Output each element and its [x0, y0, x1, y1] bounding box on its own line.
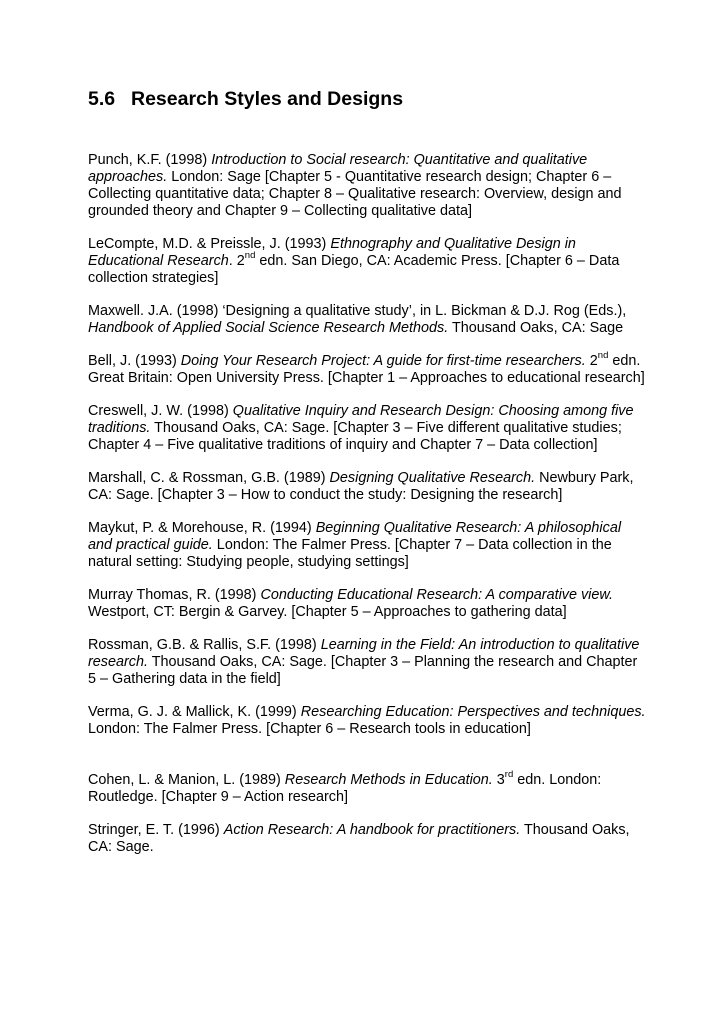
reference-details: Thousand Oaks, CA: Sage. [Chapter 3 – Five different qualitative studies; Chapter 4 – Five qualitative traditions of inquiry and Chapter 7 – Data collection]: [88, 420, 622, 453]
reference-item: [88, 403, 648, 454]
reference-item: [88, 769, 648, 806]
reference-details: edn. London: Routledge. [Chapter 9 – Action research]: [88, 772, 602, 805]
reference-author: Rossman, G.B. & Rallis, S.F. (1998): [88, 637, 321, 653]
document-page: [88, 86, 648, 872]
reference-details: Westport, CT: Bergin & Garvey. [Chapter 5 – Approaches to gathering data]: [88, 604, 567, 620]
reference-title: Doing Your Research Project: A guide for first-time researchers.: [180, 353, 586, 369]
section-heading: [88, 86, 648, 112]
reference-item: [88, 637, 648, 688]
reference-author: Verma, G. J. & Mallick, K. (1999): [88, 704, 301, 720]
reference-item: [88, 822, 648, 856]
reference-author: Maykut, P. & Morehouse, R. (1994): [88, 520, 316, 536]
reference-title: Qualitative Inquiry and Research Design: Choosing among five traditions.: [88, 403, 634, 436]
reference-list: [88, 152, 648, 856]
reference-title: Designing Qualitative Research.: [329, 470, 536, 486]
reference-author: Cohen, L. & Manion, L. (1989): [88, 772, 285, 788]
reference-author: Murray Thomas, R. (1998): [88, 587, 261, 603]
reference-item: [88, 470, 648, 504]
reference-details: Thousand Oaks, CA: Sage: [448, 320, 624, 336]
reference-author: Bell, J. (1993): [88, 353, 181, 369]
reference-author: Marshall, C. & Rossman, G.B. (1989): [88, 470, 330, 486]
reference-title: Action Research: A handbook for practitioners.: [223, 822, 521, 838]
reference-edition: 2: [585, 353, 598, 369]
reference-item: [88, 236, 648, 287]
reference-details: Thousand Oaks, CA: Sage.: [88, 822, 630, 855]
reference-title: Handbook of Applied Social Science Research Methods.: [88, 320, 449, 336]
section-title: Research Styles and Designs: [131, 88, 404, 110]
reference-item: [88, 520, 648, 571]
reference-details: edn. San Diego, CA: Academic Press. [Chapter 6 – Data collection strategies]: [88, 253, 620, 286]
section-number: 5.6: [88, 88, 116, 110]
reference-details: Thousand Oaks, CA: Sage. [Chapter 3 – Planning the research and Chapter 5 – Gathering data in the field]: [88, 654, 638, 687]
reference-title: Ethnography and Qualitative Design in Educational Research: [88, 236, 576, 269]
reference-author: LeCompte, M.D. & Preissle, J. (1993): [88, 236, 331, 252]
reference-details: Newbury Park, CA: Sage. [Chapter 3 – How to conduct the study: Designing the research]: [88, 470, 634, 503]
reference-edition: . 2: [228, 253, 245, 269]
reference-item: [88, 704, 648, 738]
reference-author: Creswell, J. W. (1998): [88, 403, 233, 419]
reference-details: London: Sage [Chapter 5 - Quantitative research design; Chapter 6 – Collecting quantitative data; Chapter 8 – Qualitative research: Overview, design and grounded theory and Chapter 9 – Collecting qualitative data]: [88, 169, 622, 219]
reference-title: Beginning Qualitative Research: A philosophical and practical guide.: [88, 520, 622, 553]
reference-item: [88, 303, 648, 337]
reference-details: London: The Falmer Press. [Chapter 6 – Research tools in education]: [88, 721, 531, 737]
reference-title: Research Methods in Education.: [284, 772, 493, 788]
reference-title: Learning in the Field: An introduction to qualitative research.: [88, 637, 640, 670]
reference-title: Conducting Educational Research: A comparative view.: [260, 587, 613, 603]
reference-title: Researching Education: Perspectives and techniques.: [300, 704, 646, 720]
edition-ordinal: nd: [597, 350, 609, 362]
reference-details: London: The Falmer Press. [Chapter 7 – Data collection in the natural setting: Studying people, studying settings]: [88, 537, 612, 570]
edition-ordinal: rd: [504, 769, 514, 781]
edition-ordinal: nd: [244, 250, 256, 262]
reference-item: [88, 587, 648, 621]
reference-edition: 3: [492, 772, 505, 788]
reference-author: Maxwell. J.A. (1998) ‘Designing a qualitative study’, in L. Bickman & D.J. Rog (Eds.),: [88, 303, 627, 319]
reference-item: [88, 152, 648, 220]
reference-item: [88, 350, 648, 387]
reference-title: Introduction to Social research: Quantitative and qualitative approaches.: [88, 152, 588, 185]
reference-author: Stringer, E. T. (1996): [88, 822, 224, 838]
reference-author: Punch, K.F. (1998): [88, 152, 212, 168]
reference-details: edn. Great Britain: Open University Press. [Chapter 1 – Approaches to educational research]: [88, 353, 645, 386]
